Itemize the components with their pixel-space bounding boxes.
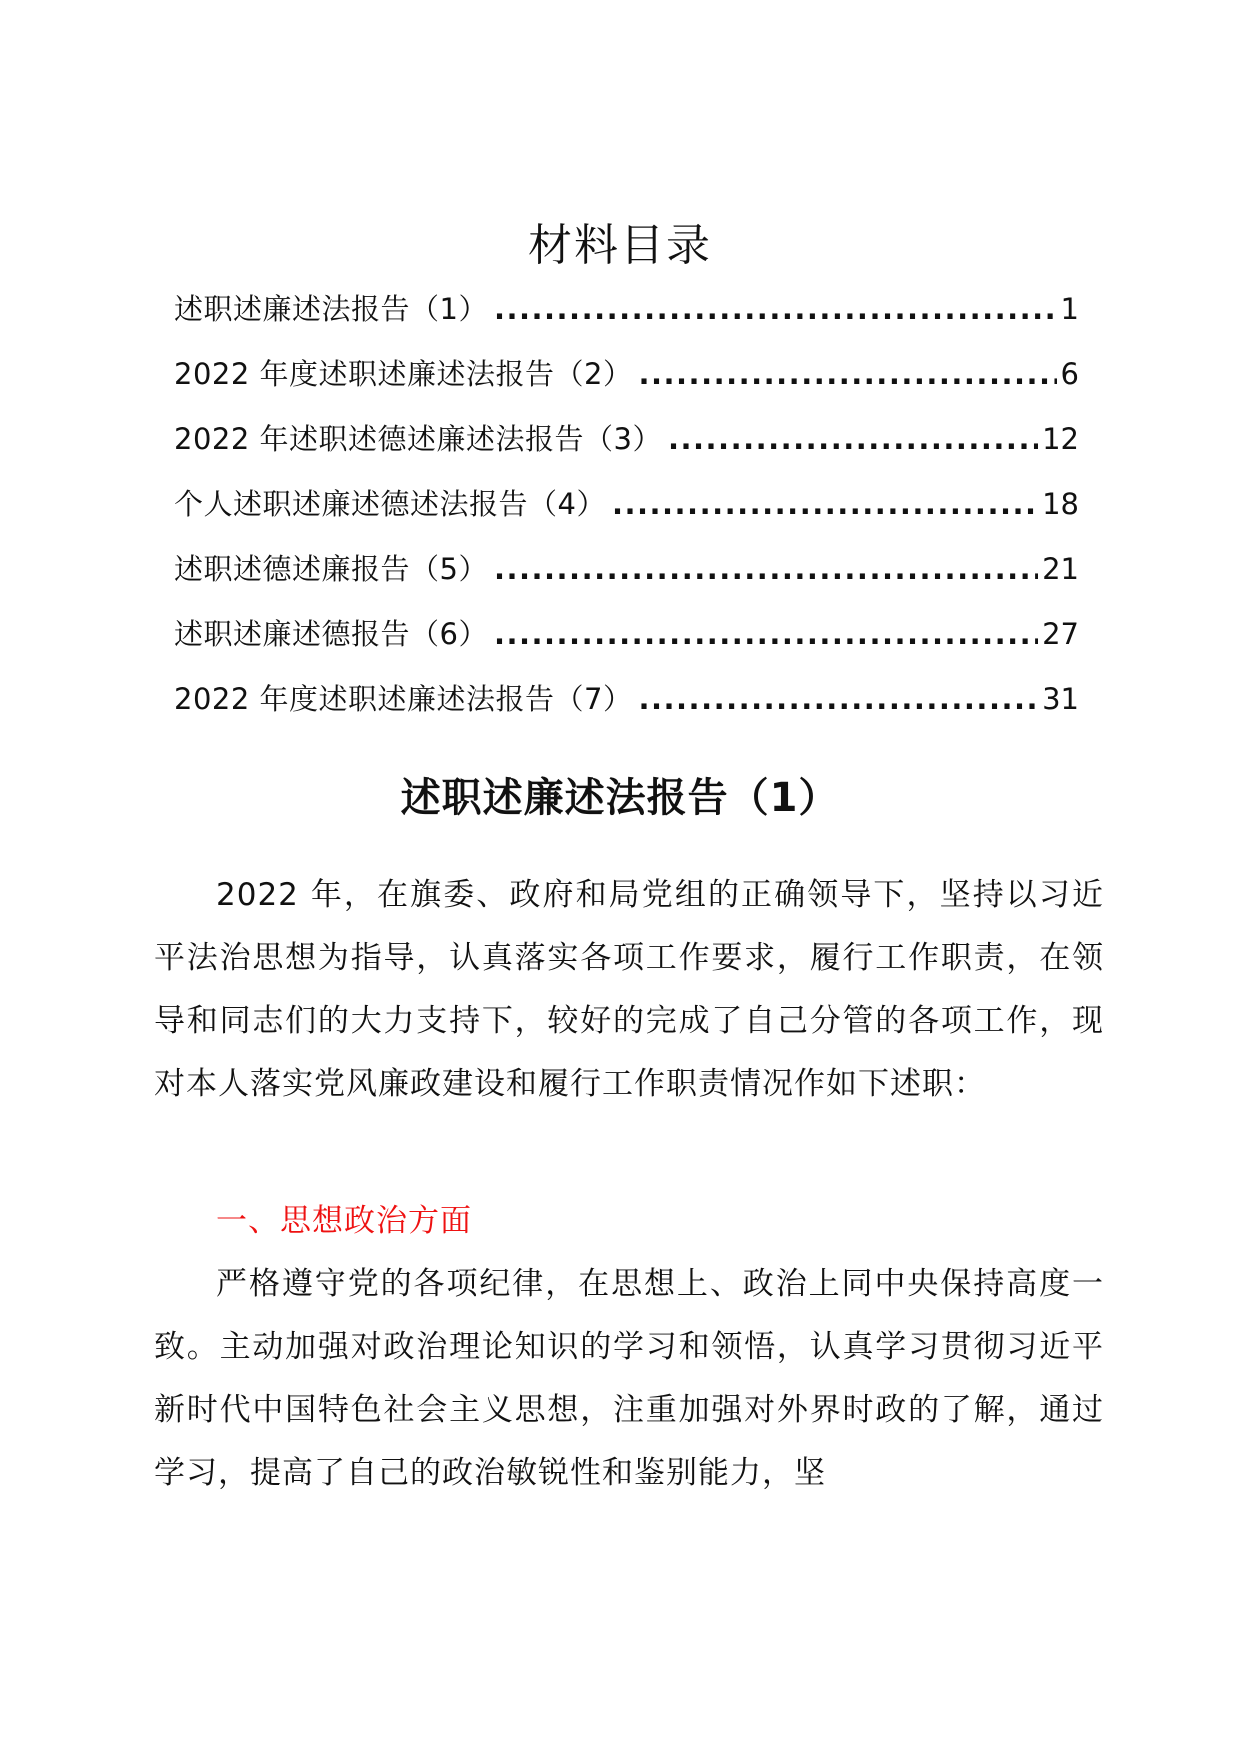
toc-entry-label: 述职述廉述法报告（1） — [174, 292, 488, 326]
toc-leader-dots — [638, 674, 1038, 724]
toc-entry-page: 1 — [1060, 292, 1079, 326]
toc-leader-dots — [668, 414, 1038, 464]
toc-entry[interactable] — [174, 544, 1079, 609]
intro-paragraph: 2022 年，在旗委、政府和局党组的正确领导下，坚持以习近平法治思想为指导，认真落实各项工作要求，履行工作职责，在领导和同志们的大力支持下，较好的完成了自己分管的各项工作，现对本人落实党风廉政建设和履行工作职责情况作如下述职： — [154, 877, 1104, 1102]
toc-entry-page: 6 — [1060, 357, 1079, 391]
toc-entry-label: 述职述德述廉报告（5） — [174, 552, 488, 586]
toc-entry[interactable] — [174, 349, 1079, 414]
section-paragraph: 严格遵守党的各项纪律，在思想上、政治上同中央保持高度一致。主动加强对政治理论知识的学习和领悟，认真学习贯彻习近平新时代中国特色社会主义思想，注重加强对外界时政的了解，通过学习，提高了自己的政治敏锐性和鉴别能力，坚 — [154, 1266, 1104, 1491]
toc-entry-label: 2022 年度述职述廉述法报告（2） — [174, 357, 633, 391]
toc-entry-label: 述职述廉述德报告（6） — [174, 617, 488, 651]
toc-entry-label: 2022 年度述职述廉述法报告（7） — [174, 682, 633, 716]
toc-leader-dots — [612, 479, 1038, 529]
table-of-contents — [174, 284, 1079, 739]
toc-entry[interactable] — [174, 284, 1079, 349]
toc-leader-dots — [638, 349, 1056, 399]
toc-entry[interactable] — [174, 674, 1079, 739]
toc-entry-page: 18 — [1042, 487, 1079, 521]
toc-entry-page: 21 — [1042, 552, 1079, 586]
toc-leader-dots — [494, 544, 1038, 594]
toc-entry[interactable] — [174, 414, 1079, 479]
toc-entry-page: 12 — [1042, 422, 1079, 456]
toc-entry[interactable] — [174, 609, 1079, 674]
toc-entry-page: 27 — [1042, 617, 1079, 651]
report-title: 述职述廉述法报告（1） — [400, 775, 840, 821]
toc-leader-dots — [494, 284, 1057, 334]
toc-entry-label: 个人述职述廉述德述法报告（4） — [174, 487, 606, 521]
toc-leader-dots — [494, 609, 1038, 659]
toc-entry-page: 31 — [1042, 682, 1079, 716]
section-heading: 一、思想政治方面 — [216, 1203, 472, 1239]
toc-entry-label: 2022 年述职述德述廉述法报告（3） — [174, 422, 662, 456]
toc-entry[interactable] — [174, 479, 1079, 544]
toc-title: 材料目录 — [528, 220, 712, 271]
